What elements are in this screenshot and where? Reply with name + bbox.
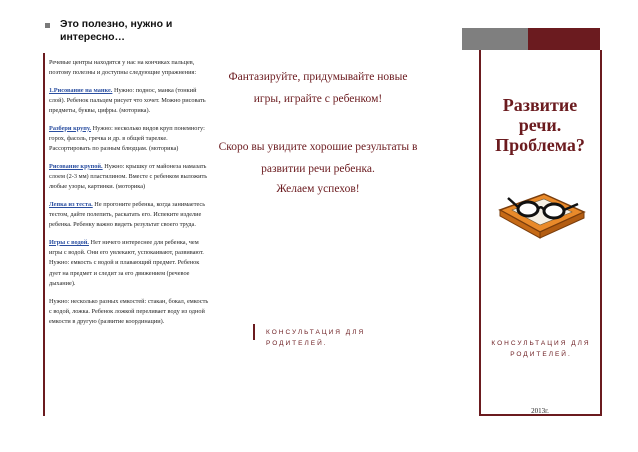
wishes-text: Желаем успехов! (276, 183, 360, 195)
intro-paragraph: Речевые центры находятся у нас на кончиках пальцев, поэтому полезны и доступны следующие упражнения: (49, 59, 197, 77)
header-grey-block (462, 28, 528, 50)
exercise-keyword: Рисование крупой. (49, 162, 103, 170)
exercise-text: Нужно: поднос, манка (тонкий слой). Ребенок пальцем рисует что хочет. Можно рисовать предметы, буквы, цифры. (моторика). (49, 86, 206, 115)
section-heading: Это полезно, нужно и интересно… (60, 18, 173, 43)
exercise-item (49, 124, 209, 155)
exercise-keyword: Игры с водой. (49, 238, 89, 246)
cover-frame-left (479, 50, 481, 416)
exercise-text: Нет ничего интереснее для ребенка, чем игры с водой. Они его увлекают, успокаивают, развивают. Нужно: емкость с водой и плавающий предмет. Ребенок дует на предмет и следит за его движением (речевое дыхание). (49, 238, 204, 288)
exercise-text: Нужно: несколько видов круп понемногу: горох, фасоль, гречка и др. в общей тарелке. Рассортировать по разным блюдцам. (моторика) (49, 124, 205, 153)
consultation-label-cover: КОНСУЛЬТАЦИЯ ДЛЯ РОДИТЕЛЕЙ. (491, 340, 591, 358)
exercise-text: Не прогоните ребенка, когда занимаетесь тестом, дайте полепить, раскатать его. Испеките изделие ребенка. Ребенку важно видеть результат своего труда. (49, 200, 206, 229)
exercise-item (49, 238, 209, 290)
exercise-item (49, 86, 209, 117)
glasses-book-icon (492, 180, 592, 252)
exercise-list (49, 58, 209, 335)
left-vertical-rule (43, 53, 45, 416)
consult-marker (253, 324, 255, 340)
encouragement-text: Фантазируйте, придумывайте новые игры, играйте с ребенком! (228, 71, 408, 105)
results-text: Скоро вы увидите хорошие результаты в развитии речи ребенка. (218, 141, 418, 175)
consultation-label-middle: КОНСУЛЬТАЦИЯ ДЛЯ РОДИТЕЛЕЙ. (266, 329, 366, 347)
exercise-keyword: 1.Рисование на манке. (49, 86, 113, 94)
brochure-title: Развитие речи. Проблема? (495, 95, 585, 155)
cover-frame-right (600, 50, 602, 416)
exercise-item (49, 297, 209, 328)
header-accent-block (528, 28, 600, 50)
heading-marker (45, 23, 50, 28)
exercise-item (49, 200, 209, 231)
exercise-text: Нужно: несколько разных емкостей: стакан, бокал, емкость с водой, ложка. Ребенок ложкой переливает воду из одной емкости в другую (развитие координации). (49, 297, 209, 326)
exercise-keyword: Лепка из теста. (49, 200, 93, 208)
exercise-item (49, 162, 209, 193)
exercise-text: Нужно: крышку от майонеза намазать слоем (2-3 мм) пластилином. Вместе с ребенком выложить любые узоры, картинки. (моторика) (49, 162, 208, 191)
exercise-keyword: Разбери крупу. (49, 124, 92, 132)
publication-year: 2013г. (531, 407, 549, 415)
